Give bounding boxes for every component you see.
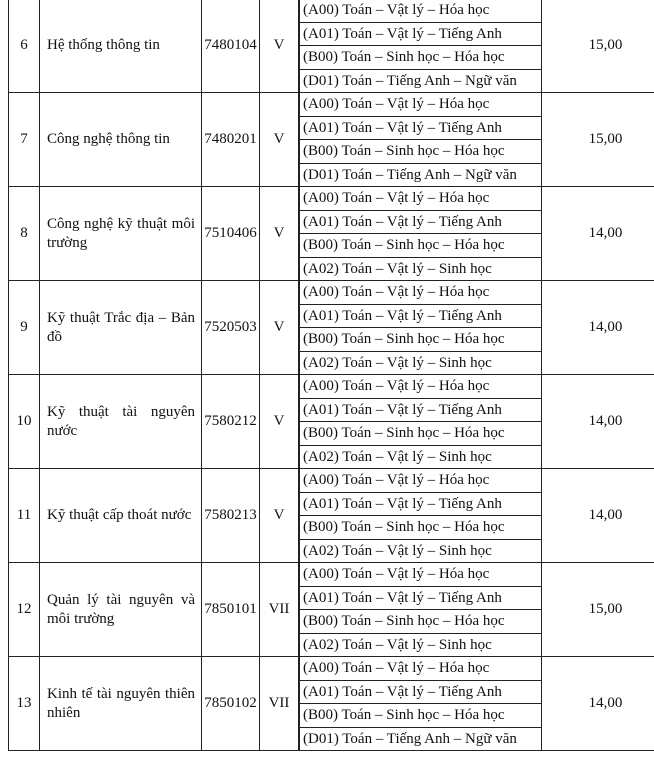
subject-combination: (A00) Toán – Vật lý – Hóa học	[299, 657, 542, 681]
admission-score-table	[8, 0, 654, 751]
subject-combination: (A00) Toán – Vật lý – Hóa học	[299, 375, 542, 399]
row-number: 13	[9, 657, 40, 751]
table-row	[9, 563, 654, 587]
subject-combination: (B00) Toán – Sinh học – Hóa học	[299, 704, 542, 728]
major-code: 7520503	[202, 281, 260, 375]
subject-combination: (A01) Toán – Vật lý – Tiếng Anh	[299, 586, 542, 610]
minimum-score: 14,00	[542, 187, 654, 281]
major-level: VII	[260, 563, 300, 657]
subject-combination: (A01) Toán – Vật lý – Tiếng Anh	[299, 398, 542, 422]
row-number: 7	[9, 93, 40, 187]
row-number: 11	[9, 469, 40, 563]
subject-combination: (A01) Toán – Vật lý – Tiếng Anh	[299, 210, 542, 234]
major-level: V	[260, 93, 300, 187]
table-row	[9, 281, 654, 305]
major-level: V	[260, 375, 300, 469]
subject-combination: (A02) Toán – Vật lý – Sinh học	[299, 539, 542, 563]
major-level: V	[260, 281, 300, 375]
subject-combination: (A02) Toán – Vật lý – Sinh học	[299, 257, 542, 281]
major-code: 7850102	[202, 657, 260, 751]
table-row	[9, 187, 654, 211]
minimum-score: 14,00	[542, 657, 654, 751]
table-row	[9, 657, 654, 681]
major-level: V	[260, 0, 300, 93]
subject-combination: (B00) Toán – Sinh học – Hóa học	[299, 234, 542, 258]
subject-combination: (A02) Toán – Vật lý – Sinh học	[299, 445, 542, 469]
subject-combination: (B00) Toán – Sinh học – Hóa học	[299, 422, 542, 446]
subject-combination: (A00) Toán – Vật lý – Hóa học	[299, 0, 542, 22]
row-number: 6	[9, 0, 40, 93]
row-number: 12	[9, 563, 40, 657]
major-name: Kỹ thuật tài nguyên nước	[40, 375, 202, 469]
subject-combination: (B00) Toán – Sinh học – Hóa học	[299, 46, 542, 70]
major-code: 7510406	[202, 187, 260, 281]
subject-combination: (D01) Toán – Tiếng Anh – Ngữ văn	[299, 163, 542, 187]
subject-combination: (A01) Toán – Vật lý – Tiếng Anh	[299, 22, 542, 46]
subject-combination: (A00) Toán – Vật lý – Hóa học	[299, 469, 542, 493]
major-code: 7580212	[202, 375, 260, 469]
table-body	[9, 0, 654, 751]
minimum-score: 14,00	[542, 375, 654, 469]
minimum-score: 15,00	[542, 0, 654, 93]
major-name: Quản lý tài nguyên và môi trường	[40, 563, 202, 657]
major-code: 7580213	[202, 469, 260, 563]
major-level: VII	[260, 657, 300, 751]
subject-combination: (A02) Toán – Vật lý – Sinh học	[299, 351, 542, 375]
table-row	[9, 93, 654, 117]
subject-combination: (B00) Toán – Sinh học – Hóa học	[299, 516, 542, 540]
minimum-score: 14,00	[542, 281, 654, 375]
subject-combination: (A00) Toán – Vật lý – Hóa học	[299, 187, 542, 211]
major-name: Kinh tế tài nguyên thiên nhiên	[40, 657, 202, 751]
subject-combination: (B00) Toán – Sinh học – Hóa học	[299, 610, 542, 634]
table-row	[9, 0, 654, 22]
major-level: V	[260, 187, 300, 281]
minimum-score: 15,00	[542, 93, 654, 187]
minimum-score: 14,00	[542, 469, 654, 563]
table-row	[9, 469, 654, 493]
subject-combination: (A00) Toán – Vật lý – Hóa học	[299, 93, 542, 117]
subject-combination: (D01) Toán – Tiếng Anh – Ngữ văn	[299, 69, 542, 93]
subject-combination: (B00) Toán – Sinh học – Hóa học	[299, 140, 542, 164]
subject-combination: (D01) Toán – Tiếng Anh – Ngữ văn	[299, 727, 542, 751]
major-code: 7480201	[202, 93, 260, 187]
table-row	[9, 375, 654, 399]
row-number: 10	[9, 375, 40, 469]
subject-combination: (A00) Toán – Vật lý – Hóa học	[299, 281, 542, 305]
subject-combination: (A01) Toán – Vật lý – Tiếng Anh	[299, 492, 542, 516]
major-name: Kỹ thuật Trắc địa – Bản đồ	[40, 281, 202, 375]
subject-combination: (A01) Toán – Vật lý – Tiếng Anh	[299, 304, 542, 328]
major-name: Công nghệ thông tin	[40, 93, 202, 187]
major-name: Hệ thống thông tin	[40, 0, 202, 93]
minimum-score: 15,00	[542, 563, 654, 657]
major-code: 7850101	[202, 563, 260, 657]
major-level: V	[260, 469, 300, 563]
major-code: 7480104	[202, 0, 260, 93]
subject-combination: (A02) Toán – Vật lý – Sinh học	[299, 633, 542, 657]
subject-combination: (A00) Toán – Vật lý – Hóa học	[299, 563, 542, 587]
major-name: Công nghệ kỹ thuật môi trường	[40, 187, 202, 281]
row-number: 8	[9, 187, 40, 281]
row-number: 9	[9, 281, 40, 375]
subject-combination: (B00) Toán – Sinh học – Hóa học	[299, 328, 542, 352]
major-name: Kỹ thuật cấp thoát nước	[40, 469, 202, 563]
admission-table-page	[8, 0, 648, 751]
subject-combination: (A01) Toán – Vật lý – Tiếng Anh	[299, 680, 542, 704]
subject-combination: (A01) Toán – Vật lý – Tiếng Anh	[299, 116, 542, 140]
